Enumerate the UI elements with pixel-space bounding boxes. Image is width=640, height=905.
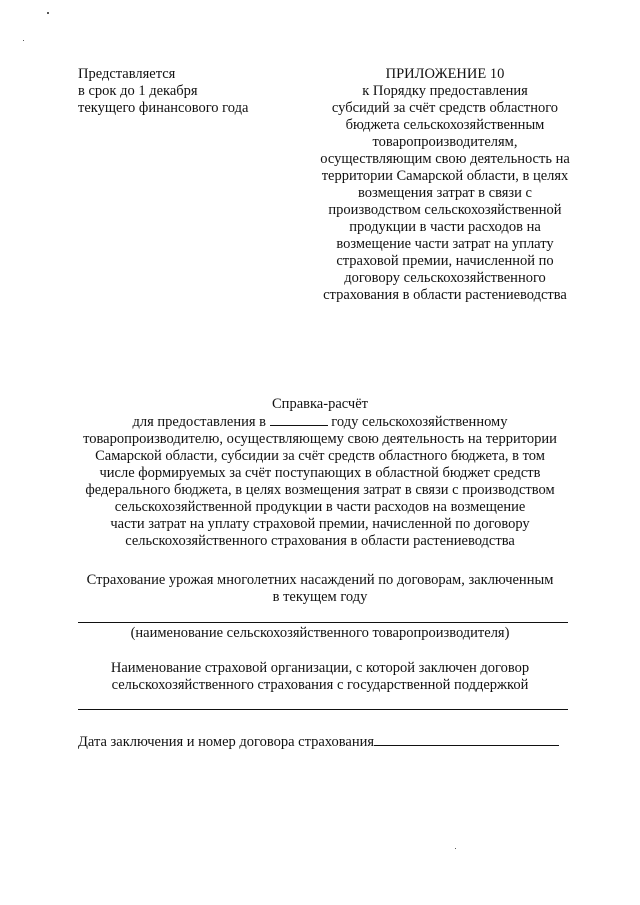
insurer-label-line: сельскохозяйственного страхования с государственной поддержкой (111, 677, 529, 693)
appendix-line: производством сельскохозяйственной (328, 202, 562, 218)
insurer-name-field[interactable] (78, 709, 568, 710)
appendix-line: товаропроизводителям, (372, 134, 518, 150)
appendix-line: продукции в части расходов на (349, 219, 541, 235)
appendix-line: возмещения затрат в связи с (358, 185, 532, 201)
contract-date-number-label: Дата заключения и номер договора страхования (78, 734, 375, 750)
document-title: Справка-расчёт (272, 396, 368, 412)
appendix-line: возмещение части затрат на уплату (336, 236, 554, 252)
certificate-line: части затрат на уплату страховой премии, начисленной по договору (110, 516, 530, 532)
certificate-line: сельскохозяйственной продукции в части расходов на возмещение (114, 499, 526, 515)
appendix-line: субсидий за счёт средств областного (331, 100, 559, 116)
insurer-label-line: Наименование страховой организации, с которой заключен договор (110, 660, 530, 676)
contract-date-number-field[interactable] (374, 732, 559, 746)
certificate-line: Самарской области, субсидии за счёт средств областного бюджета, в том (95, 448, 545, 464)
scan-speck (455, 848, 456, 849)
submission-note-line: в срок до 1 декабря (78, 83, 198, 99)
appendix-header (300, 66, 590, 304)
submission-note (78, 66, 308, 117)
producer-name-caption: (наименование сельскохозяйственного товаропроизводителя) (130, 625, 510, 641)
appendix-line: территории Самарской области, в целях (321, 168, 569, 184)
year-prefix: для предоставления в (132, 414, 267, 430)
year-blank-field[interactable] (270, 413, 328, 426)
submission-note-line: текущего финансового года (78, 100, 249, 116)
scan-speck (23, 40, 24, 41)
insurance-line: Страхование урожая многолетних насаждений по договорам, заключенным (86, 572, 554, 588)
producer-name-field[interactable] (78, 622, 568, 623)
submission-note-line: Представляется (78, 66, 176, 82)
insurer-label (60, 660, 580, 694)
certificate-line-year (60, 413, 580, 431)
certificate-line: товаропроизводителю, осуществляющему свою деятельность на территории (83, 431, 557, 447)
appendix-number: ПРИЛОЖЕНИЕ 10 (385, 66, 505, 82)
certificate-line: числе формируемых за счёт поступающих в областной бюджет средств (99, 465, 541, 481)
appendix-line: договору сельскохозяйственного (344, 270, 546, 286)
appendix-line: к Порядку предоставления (362, 83, 528, 99)
certificate-line: федерального бюджета, в целях возмещения затрат в связи с производством (85, 482, 555, 498)
insurance-type (60, 572, 580, 606)
appendix-line: осуществляющим свою деятельность на (320, 151, 570, 167)
appendix-line: бюджета сельскохозяйственным (345, 117, 545, 133)
certificate-line: сельскохозяйственного страхования в области растениеводства (125, 533, 515, 549)
certificate-description (60, 413, 580, 550)
scan-speck (47, 12, 49, 14)
insurance-line: в текущем году (272, 589, 368, 605)
contract-date-number-row (78, 732, 559, 751)
appendix-line: страхования в области растениеводства (323, 287, 567, 303)
appendix-line: страховой премии, начисленной по (336, 253, 554, 269)
year-suffix: году сельскохозяйственному (331, 414, 508, 430)
